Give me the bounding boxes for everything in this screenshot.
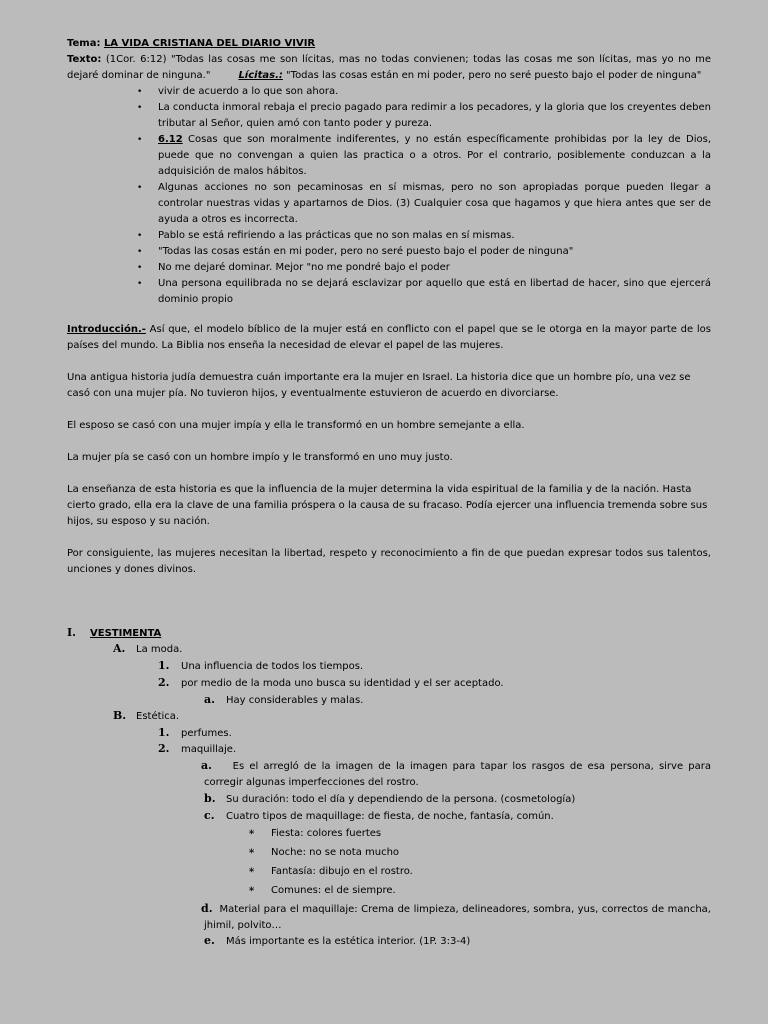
outline-text: por medio de la moda uno busca su identidad y el ser aceptado. bbox=[181, 678, 504, 689]
intro-paragraph: Introducción.- Así que, el modelo bíblico de la mujer está en conflicto con el papel que se le otorga en la mayor parte de los países del mundo. La Biblia nos enseña la necesidad de elevar el papel de las mujeres. bbox=[67, 324, 711, 351]
makeup-type: Fiesta: colores fuertes bbox=[271, 828, 382, 839]
bullet-item: • Una persona equilibrada no se dejará esclavizar por aquello que está en libertad de hacer, sino que ejercerá dominio propio bbox=[138, 276, 711, 308]
outline-label: B. bbox=[113, 709, 127, 722]
scripture-text bbox=[67, 52, 711, 84]
story-paragraph: Una antigua historia judía demuestra cuán importante era la mujer en Israel. La historia dice que un hombre pío, una vez se casó con una mujer pía. No tuvieron hijos, y eventualmente estuvieron de acuerdo en divorciarse. bbox=[67, 372, 691, 399]
wife-paragraph: La mujer pía se casó con un hombre impío y le transformó en uno muy justo. bbox=[67, 452, 453, 463]
outline-label: 2. bbox=[158, 676, 170, 689]
outline-label: 1. bbox=[158, 726, 170, 739]
intro-label: Introducción.- bbox=[67, 324, 146, 335]
bullet-item: • Algunas acciones no son pecaminosas en sí mismas, pero no son apropiadas porque pueden llegar a controlar nuestras vidas y apartarnos de Dios. (3) Cualquier cosa que hagamos y que hiera antes que ser de ayuda a otros es incorrecta. bbox=[138, 180, 711, 228]
husband-paragraph: El esposo se casó con una mujer impía y ella le transformó en un hombre semejante a ella. bbox=[67, 420, 525, 431]
outline-text: La moda. bbox=[136, 644, 183, 655]
makeup-type: Noche: no se nota mucho bbox=[271, 847, 400, 858]
star-bullet: * bbox=[249, 848, 255, 859]
theme-label: Tema: bbox=[67, 38, 101, 49]
star-bullet: * bbox=[249, 886, 255, 897]
bullet-item: • No me dejaré dominar. Mejor "no me pondré bajo el poder bbox=[138, 260, 711, 276]
makeup-type: Fantasía: dibujo en el rostro. bbox=[271, 866, 413, 877]
outline-label: e. bbox=[204, 934, 215, 947]
outline-label: c. bbox=[204, 809, 215, 822]
bullet-item: • La conducta inmoral rebaja el precio pagado para redimir a los pecadores, y la gloria que los creyentes deben tributar al Señor, quien amó con tanto poder y pureza. bbox=[138, 100, 711, 132]
theme-line bbox=[67, 36, 315, 52]
verse-ref: 6.12 bbox=[158, 134, 183, 145]
licitas-text: "Todas las cosas están en mi poder, pero no seré puesto bajo el poder de ninguna" bbox=[282, 70, 702, 81]
star-bullet: * bbox=[249, 829, 255, 840]
outline-label: a. bbox=[204, 693, 215, 706]
outline-text: d. Material para el maquillaje: Crema de limpieza, delineadores, sombra, yus, correctos de mancha, jhimil, polvito… bbox=[201, 902, 711, 931]
outline-text: Estética. bbox=[136, 711, 180, 722]
conclusion-paragraph: Por consiguiente, las mujeres necesitan la libertad, respeto y reconocimiento a fin de que puedan expresar todos sus talentos, unciones y dones divinos. bbox=[67, 548, 711, 575]
bullet-item: • vivir de acuerdo a lo que son ahora. bbox=[138, 84, 711, 100]
outline-text: perfumes. bbox=[181, 728, 232, 739]
scripture-quote: (1Cor. 6:12) "Todas las cosas me son lícitas, mas no todas convienen; todas las cosas me son lícitas, mas yo no me dejaré dominar de ninguna." bbox=[67, 54, 711, 81]
licitas-label: Lícitas.: bbox=[238, 70, 283, 81]
lesson-paragraph: La enseñanza de esta historia es que la influencia de la mujer determina la vida espiritual de la familia y de la nación. Hasta cierto grado, ella era la clave de una familia próspera o la causa de su fracaso. Podía ejercer una influencia tremenda sobre sus hijos, su esposo y su nación. bbox=[67, 484, 708, 527]
outline-label: b. bbox=[204, 792, 216, 805]
bullet-item: • "Todas las cosas están en mi poder, pero no seré puesto bajo el poder de ninguna" bbox=[138, 244, 711, 260]
text-label: Texto: bbox=[67, 54, 102, 65]
commentary-bullets bbox=[138, 84, 711, 308]
outline-text: Una influencia de todos los tiempos. bbox=[181, 661, 364, 672]
outline-text: Su duración: todo el día y dependiendo de la persona. (cosmetología) bbox=[226, 794, 576, 805]
outline-label: 2. bbox=[158, 742, 170, 755]
makeup-type: Comunes: el de siempre. bbox=[271, 885, 396, 896]
section-number: I. bbox=[67, 626, 76, 639]
star-bullet: * bbox=[249, 867, 255, 878]
theme-title: LA VIDA CRISTIANA DEL DIARIO VIVIR bbox=[103, 38, 316, 49]
section-title: VESTIMENTA bbox=[90, 628, 162, 639]
outline-text: Más importante es la estética interior. (1P. 3:3-4) bbox=[226, 936, 471, 947]
outline-label: 1. bbox=[158, 659, 170, 672]
outline-label: a. bbox=[201, 759, 212, 772]
outline-label: d. bbox=[201, 902, 213, 915]
bullet-item: • Pablo se está refiriendo a las prácticas que no son malas en sí mismas. bbox=[138, 228, 711, 244]
outline-text: maquillaje. bbox=[181, 744, 237, 755]
outline-text: a. Es el arregló de la imagen de la imagen para tapar los rasgos de esa persona, sirve para corregir algunas imperfecciones del rostro. bbox=[201, 759, 711, 788]
outline-text: Hay considerables y malas. bbox=[226, 695, 364, 706]
bullet-item: • 6.12 Cosas que son moralmente indiferentes, y no están específicamente prohibidas por la ley de Dios, puede que no convengan a quien las practica o a otros. Por el contrario, posiblemente conduzcan a la adquisición de malos hábitos. bbox=[138, 132, 711, 180]
outline-text: Cuatro tipos de maquillage: de fiesta, de noche, fantasía, común. bbox=[226, 811, 554, 822]
outline-label: A. bbox=[113, 642, 126, 655]
